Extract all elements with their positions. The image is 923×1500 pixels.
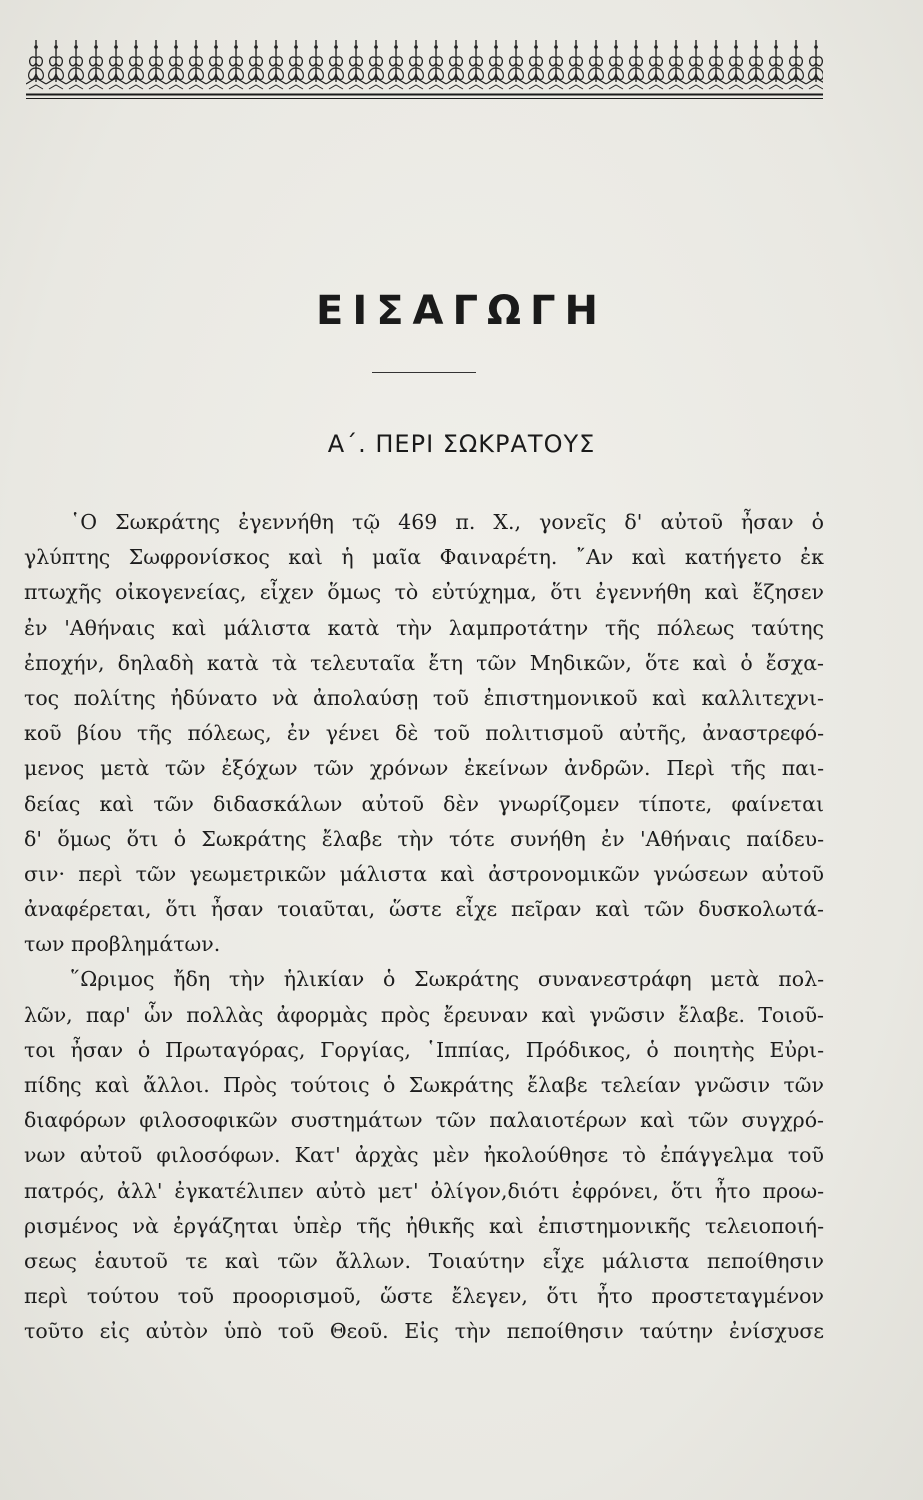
body-text bbox=[24, 505, 824, 1350]
text-line: νων αὐτοῦ φιλοσόφων. Κατ' ἀρχὰς μὲν ἠκολούθησε τὸ ἐπάγγελμα τοῦ bbox=[24, 1143, 824, 1168]
text-line: ῞Ωριμος ἤδη τὴν ἡλικίαν ὁ Σωκράτης συνανεστράφη μετὰ πολ- bbox=[70, 967, 824, 992]
text-line: δ' ὅμως ὅτι ὁ Σωκράτης ἔλαβε τὴν τότε συνήθη ἐν 'Αθήναις παίδευ- bbox=[24, 826, 824, 851]
text-line: τοι ἦσαν ὁ Πρωταγόρας, Γοργίας, ῾Ιππίας, Πρόδικος, ὁ ποιητὴς Εὐρι- bbox=[24, 1037, 824, 1062]
text-line: ρισμένος νὰ ἐργάζηται ὑπὲρ τῆς ἠθικῆς καὶ ἐπιστημονικῆς τελειοποιή- bbox=[24, 1213, 824, 1238]
text-line: σιν· περὶ τῶν γεωμετρικῶν μάλιστα καὶ ἀστρονομικῶν γνώσεων αὐτοῦ bbox=[24, 861, 824, 886]
text-line: τος πολίτης ἠδύνατο νὰ ἀπολαύσῃ τοῦ ἐπιστημονικοῦ καὶ καλλιτεχνι- bbox=[24, 685, 824, 710]
text-line: σεως ἑαυτοῦ τε καὶ τῶν ἄλλων. Τοιαύτην εἶχε μάλιστα πεποίθησιν bbox=[24, 1248, 824, 1273]
text-line: των προβλημάτων. bbox=[24, 932, 221, 957]
text-line: μενος μετὰ τῶν ἐξόχων τῶν χρόνων ἐκείνων ἀνδρῶν. Περὶ τῆς παι- bbox=[24, 756, 824, 781]
text-line: δείας καὶ τῶν διδασκάλων αὐτοῦ δὲν γνωρίζομεν τίποτε, φαίνεται bbox=[24, 791, 824, 816]
text-line: λῶν, παρ' ὧν πολλὰς ἀφορμὰς πρὸς ἔρευναν καὶ γνῶσιν ἔλαβε. Τοιοῦ- bbox=[24, 1002, 824, 1027]
text-line: τοῦτο εἰς αὐτὸν ὑπὸ τοῦ Θεοῦ. Εἰς τὴν πεποίθησιν ταύτην ἐνίσχυσε bbox=[24, 1319, 824, 1344]
text-line: ῾Ο Σωκράτης ἐγεννήθη τῷ 469 π. Χ., γονεῖς δ' αὐτοῦ ἦσαν ὁ bbox=[70, 510, 824, 534]
text-line: γλύπτης Σωφρονίσκος καὶ ἡ μαῖα Φαιναρέτη. ῎Αν καὶ κατήγετο ἐκ bbox=[24, 545, 824, 570]
text-line: ἐποχήν, δηλαδὴ κατὰ τὰ τελευταῖα ἔτη τῶν Μηδικῶν, ὅτε καὶ ὁ ἔσχα- bbox=[24, 650, 824, 675]
text-line: περὶ τούτου τοῦ προορισμοῦ, ὥστε ἔλεγεν, ὅτι ἦτο προστεταγμένον bbox=[24, 1284, 824, 1309]
title-divider bbox=[372, 372, 476, 373]
text-line: πίδης καὶ ἄλλοι. Πρὸς τούτοις ὁ Σωκράτης ἔλαβε τελείαν γνῶσιν τῶν bbox=[24, 1073, 824, 1097]
section-heading: Α΄. ΠΕΡΙ ΣΩΚΡΑΤΟΥΣ bbox=[327, 430, 596, 458]
text-line: κοῦ βίου τῆς πόλεως, ἐν γένει δὲ τοῦ πολιτισμοῦ αὐτῆς, ἀναστρεφό- bbox=[24, 721, 824, 746]
text-line: διαφόρων φιλοσοφικῶν συστημάτων τῶν παλαιοτέρων καὶ τῶν συγχρό- bbox=[24, 1108, 824, 1133]
text-line: ἀναφέρεται, ὅτι ἦσαν τοιαῦται, ὥστε εἶχε πεῖραν καὶ τῶν δυσκολωτά- bbox=[24, 897, 824, 922]
text-line: πατρός, ἀλλ' ἐγκατέλιπεν αὐτὸ μετ' ὀλίγον,διότι ἐφρόνει, ὅτι ἦτο προω- bbox=[24, 1178, 824, 1203]
text-line: πτωχῆς οἰκογενείας, εἶχεν ὅμως τὸ εὐτύχημα, ὅτι ἐγεννήθη καὶ ἔζησεν bbox=[24, 580, 824, 605]
chapter-title: ΕΙΣΑΓΩΓΗ bbox=[316, 288, 607, 334]
text-line: ἐν 'Αθήναις καὶ μάλιστα κατὰ τὴν λαμπροτάτην τῆς πόλεως ταύτης bbox=[24, 615, 824, 640]
floral-border-ornament bbox=[26, 38, 823, 100]
